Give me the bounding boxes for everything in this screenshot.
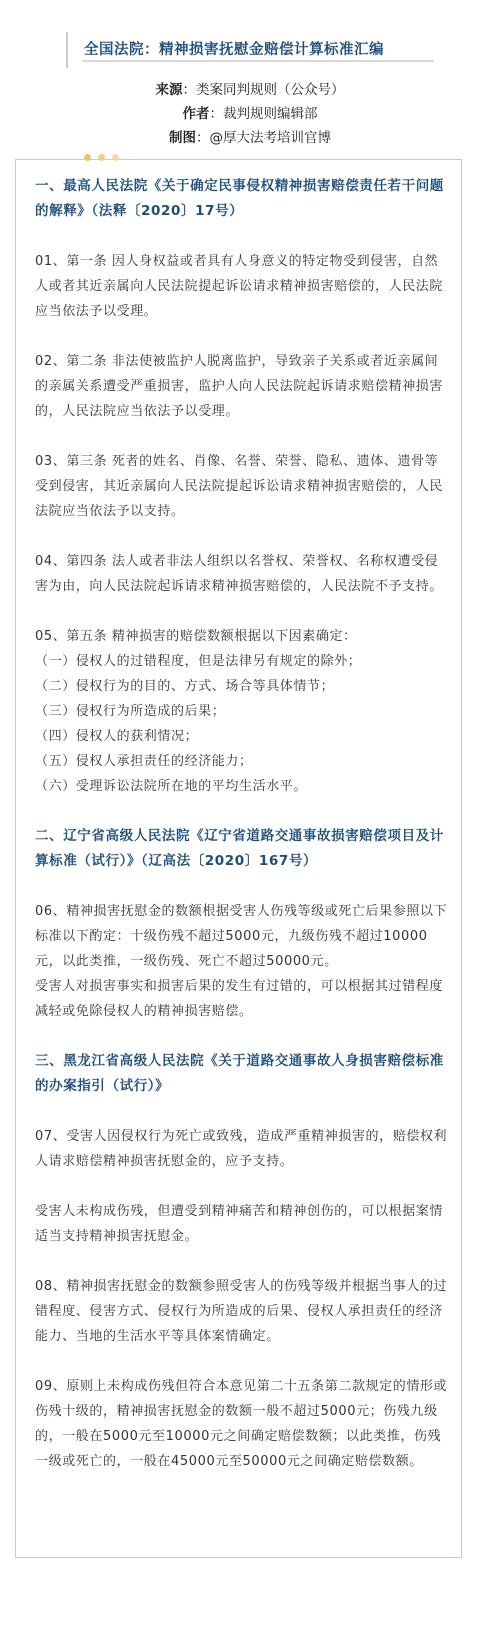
source-value: ：类案同判规则（公众号） — [182, 82, 345, 98]
author-value: ：裁判规则编辑部 — [209, 106, 318, 122]
title-block — [66, 32, 434, 68]
list-item: （三）侵权行为所造成的后果； — [35, 704, 226, 719]
list-item: （六）受理诉讼法院所在地的平均生活水平。 — [35, 779, 308, 794]
paragraph: 受害人未构成伤残，但遭受到精神痛苦和精神创伤的，可以根据案情适当支持精神损害抚慰金。 — [35, 1204, 444, 1244]
paragraph: 02、第二条 非法使被监护人脱离监护，导致亲子关系或者近亲属间的亲属关系遭受严重损害，监护人向人民法院起诉请求赔偿精神损害的，人民法院应当依法予以受理。 — [35, 354, 444, 419]
list-item: （二）侵权行为的目的、方式、场合等具体情节； — [35, 679, 335, 694]
list-item: （四）侵权人的获利情况； — [35, 729, 199, 744]
paragraph: 07、受害人因侵权行为死亡或致残，造成严重精神损害的，赔偿权利人请求赔偿精神损害抚慰金的，应予支持。 — [35, 1129, 448, 1169]
list-item: （五）侵权人承担责任的经济能力； — [35, 754, 253, 769]
paragraph: 05、第五条 精神损害的赔偿数额根据以下因素确定： — [35, 629, 357, 644]
title-accent-bar — [66, 32, 68, 68]
section-heading-2: 二、辽宁省高级人民法院《辽宁省道路交通事故损害赔偿项目及计算标准（试行）》（辽高法〔2020〕167号） — [35, 828, 444, 869]
paragraph: 01、第一条 因人身权益或者具有人身意义的特定物受到侵害，自然人或者其近亲属向人民法院提起诉讼请求精神损害赔偿的，人民法院应当依法予以受理。 — [35, 254, 444, 319]
list-item: （一）侵权人的过错程度，但是法律另有规定的除外； — [35, 654, 362, 669]
paragraph: 04、第四条 法人或者非法人组织以名誉权、荣誉权、名称权遭受侵害为由，向人民法院起诉请求精神损害赔偿的，人民法院不予支持。 — [35, 554, 444, 594]
paragraph: 08、精神损害抚慰金的数额参照受害人的伤残等级并根据当事人的过错程度、侵害方式、侵权行为所造成的后果、侵权人承担责任的经济能力、当地的生活水平等具体案情确定。 — [35, 1279, 448, 1344]
paragraph: 06、精神损害抚慰金的数额根据受害人伤残等级或死亡后果参照以下标准以下酌定：十级伤残不超过5000元，九级伤残不超过10000元，以此类推，一级伤残、死亡不超过50000元。 — [35, 904, 448, 969]
decorative-dots — [84, 154, 119, 161]
maker-line — [0, 126, 500, 146]
maker-value: ：@厚大法考培训官博 — [196, 130, 331, 146]
source-label: 来源 — [155, 82, 183, 98]
dot-icon — [112, 154, 119, 161]
section-heading-3: 三、黑龙江省高级人民法院《关于道路交通事故人身损害赔偿标准的办案指引（试行）》 — [35, 1053, 444, 1094]
dot-icon — [84, 154, 91, 161]
maker-label: 制图 — [169, 130, 196, 146]
paragraph: 03、第三条 死者的姓名、肖像、名誉、荣誉、隐私、遗体、遗骨等受到侵害，其近亲属向人民法院提起诉讼请求精神损害赔偿的，人民法院应当依法予以支持。 — [35, 454, 444, 519]
author-line — [0, 102, 500, 122]
source-line — [0, 78, 500, 98]
section-heading-1: 一、最高人民法院《关于确定民事侵权精神损害赔偿责任若干问题的解释》（法释〔2020〕17号） — [35, 178, 444, 219]
title-underline — [82, 60, 434, 62]
author-label: 作者 — [182, 106, 210, 122]
dot-icon — [98, 154, 105, 161]
paragraph: 受害人对损害事实和损害后果的发生有过错的，可以根据其过错程度减轻或免除侵权人的精神损害赔偿。 — [35, 979, 444, 1019]
article-body — [35, 174, 450, 1474]
paragraph: 09、原则上未构成伤残但符合本意见第二十五条第二款规定的情形或伤残十级的，精神损害抚慰金的数额一般不超过5000元；伤残九级的，一般在5000元至10000元之间确定赔偿数额；以此类推，伤残一级或死亡的，一般在45000元至50000元之间确定赔偿数额。 — [35, 1379, 448, 1469]
page-title: 全国法院：精神损害抚慰金赔偿计算标准汇编 — [84, 42, 384, 58]
